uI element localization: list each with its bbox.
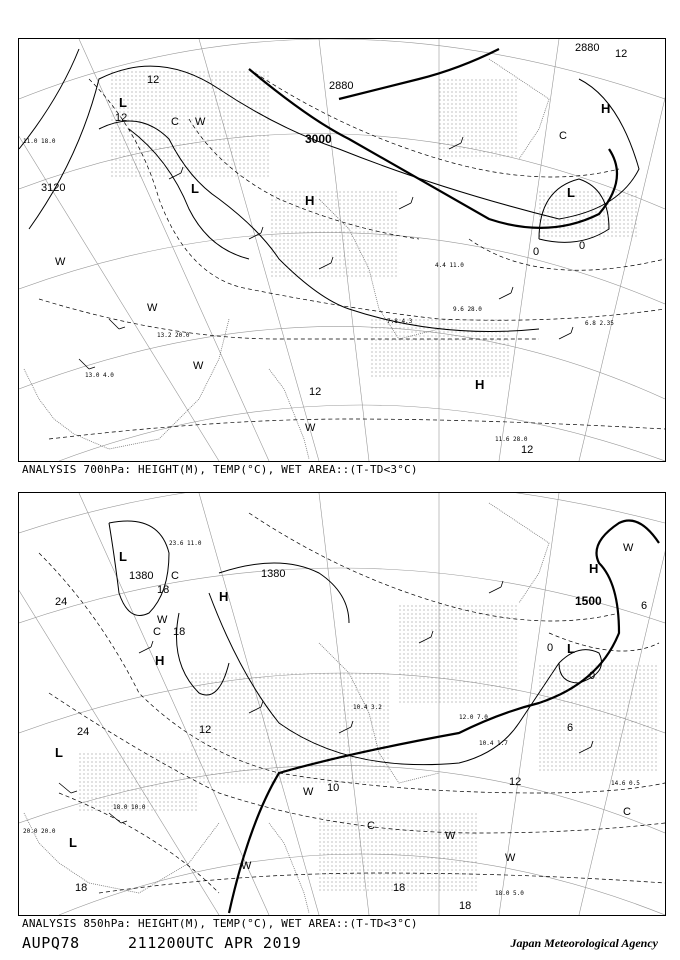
temp-label-g: 12 xyxy=(521,444,534,456)
obs-value: 11.0 18.0 xyxy=(23,138,56,145)
obs-value: 18.0 10.0 xyxy=(113,804,146,811)
low-marker-1: L xyxy=(119,95,127,110)
temp-label-18-e: 18 xyxy=(459,900,472,912)
cold-marker-2: C xyxy=(153,626,161,638)
warm-marker-1: W xyxy=(303,786,314,798)
cold-marker-4: C xyxy=(623,806,631,818)
temp-label-24-b: 24 xyxy=(77,726,90,738)
high-marker-1: H xyxy=(219,589,229,604)
temp-label-18-b: 18 xyxy=(173,626,186,638)
warm-marker-4: W xyxy=(193,360,204,372)
map-700hpa-svg xyxy=(19,39,665,461)
high-marker-2: H xyxy=(155,653,165,668)
temp-label-18-c: 18 xyxy=(75,882,88,894)
temp-label-18-a: 18 xyxy=(157,584,170,596)
obs-value: 20.0 20.0 xyxy=(23,828,56,835)
obs-value: 4.4 11.0 xyxy=(435,262,464,269)
obs-value: 12.0 7.0 xyxy=(459,714,488,721)
high-marker-3: H xyxy=(589,561,599,576)
temp-label-e: 12 xyxy=(309,386,322,398)
warm-marker-5: W xyxy=(623,542,634,554)
high-marker-1: H xyxy=(305,193,315,208)
low-marker-2: L xyxy=(567,641,575,656)
temp-label-f: 0 xyxy=(579,240,586,252)
temp-label-d: 12 xyxy=(615,48,628,60)
obs-value: 23.6 11.0 xyxy=(169,540,202,547)
obs-value: 10.4 3.2 xyxy=(353,704,382,711)
high-marker-2: H xyxy=(601,101,611,116)
height-label-1380-a: 1380 xyxy=(129,570,154,582)
temp-label-c: 0 xyxy=(533,246,540,258)
warm-marker-5: W xyxy=(305,422,316,434)
low-marker-1: L xyxy=(119,549,127,564)
temp-label-10: 10 xyxy=(327,782,340,794)
temp-label-a: 12 xyxy=(147,74,160,86)
obs-value: 9.6 28.0 xyxy=(453,306,482,313)
height-label-1500: 1500 xyxy=(575,594,602,608)
warm-marker-3: W xyxy=(147,302,158,314)
high-marker-3: H xyxy=(475,377,485,392)
caption-850hpa: ANALYSIS 850hPa: HEIGHT(M), TEMP(°C), WET AREA::(T-TD<3°C) xyxy=(22,917,418,930)
map-panel-850hpa xyxy=(18,492,666,916)
chart-code: AUPQ78 xyxy=(22,934,80,952)
low-marker-3: L xyxy=(55,745,63,760)
caption-700hpa: ANALYSIS 700hPa: HEIGHT(M), TEMP(°C), WET AREA::(T-TD<3°C) xyxy=(22,463,418,476)
low-marker-3: L xyxy=(567,185,575,200)
height-label-2880-a: 2880 xyxy=(329,80,354,92)
warm-marker-3: W xyxy=(445,830,456,842)
warm-marker-2: W xyxy=(55,256,66,268)
temp-label-0-a: 0 xyxy=(547,642,554,654)
temp-label-12-b: 12 xyxy=(199,724,212,736)
cold-marker-1: C xyxy=(171,570,179,582)
temp-label-24-a: 24 xyxy=(55,596,68,608)
low-marker-2: L xyxy=(191,181,199,196)
map-panel-700hpa xyxy=(18,38,666,462)
temp-label-b: 12 xyxy=(115,112,128,124)
obs-value: 10.4 1.7 xyxy=(479,740,508,747)
obs-value: 14.6 0.5 xyxy=(611,780,640,787)
obs-value: 11.6 28.0 xyxy=(495,436,528,443)
temp-label-0-b: 0 xyxy=(589,670,596,682)
cold-marker-1: C xyxy=(171,116,179,128)
height-label-3000: 3000 xyxy=(305,132,332,146)
height-label-3120: 3120 xyxy=(41,182,66,194)
temp-label-12-a: 12 xyxy=(509,776,522,788)
obs-value: 7.8 4.3 xyxy=(387,318,413,325)
obs-value: 18.0 5.0 xyxy=(495,890,524,897)
warm-marker-4: W xyxy=(505,852,516,864)
obs-value: 13.2 20.0 xyxy=(157,332,190,339)
height-label-2880-b: 2880 xyxy=(575,42,600,54)
warm-marker-1: W xyxy=(195,116,206,128)
map-850hpa-svg xyxy=(19,493,665,915)
warm-marker-6: W xyxy=(157,614,168,626)
cold-marker-2: C xyxy=(559,130,567,142)
obs-value: 13.0 4.0 xyxy=(85,372,114,379)
agency-name: Japan Meteorological Agency xyxy=(510,936,658,950)
temp-label-6-b: 6 xyxy=(641,600,648,612)
warm-marker-2: W xyxy=(241,860,252,872)
obs-value: 6.8 2.35 xyxy=(585,320,614,327)
height-label-1380-b: 1380 xyxy=(261,568,286,580)
chart-datetime: 211200UTC APR 2019 xyxy=(128,934,302,952)
temp-label-18-d: 18 xyxy=(393,882,406,894)
low-marker-4: L xyxy=(69,835,77,850)
cold-marker-3: C xyxy=(367,820,375,832)
temp-label-6-a: 6 xyxy=(567,722,574,734)
